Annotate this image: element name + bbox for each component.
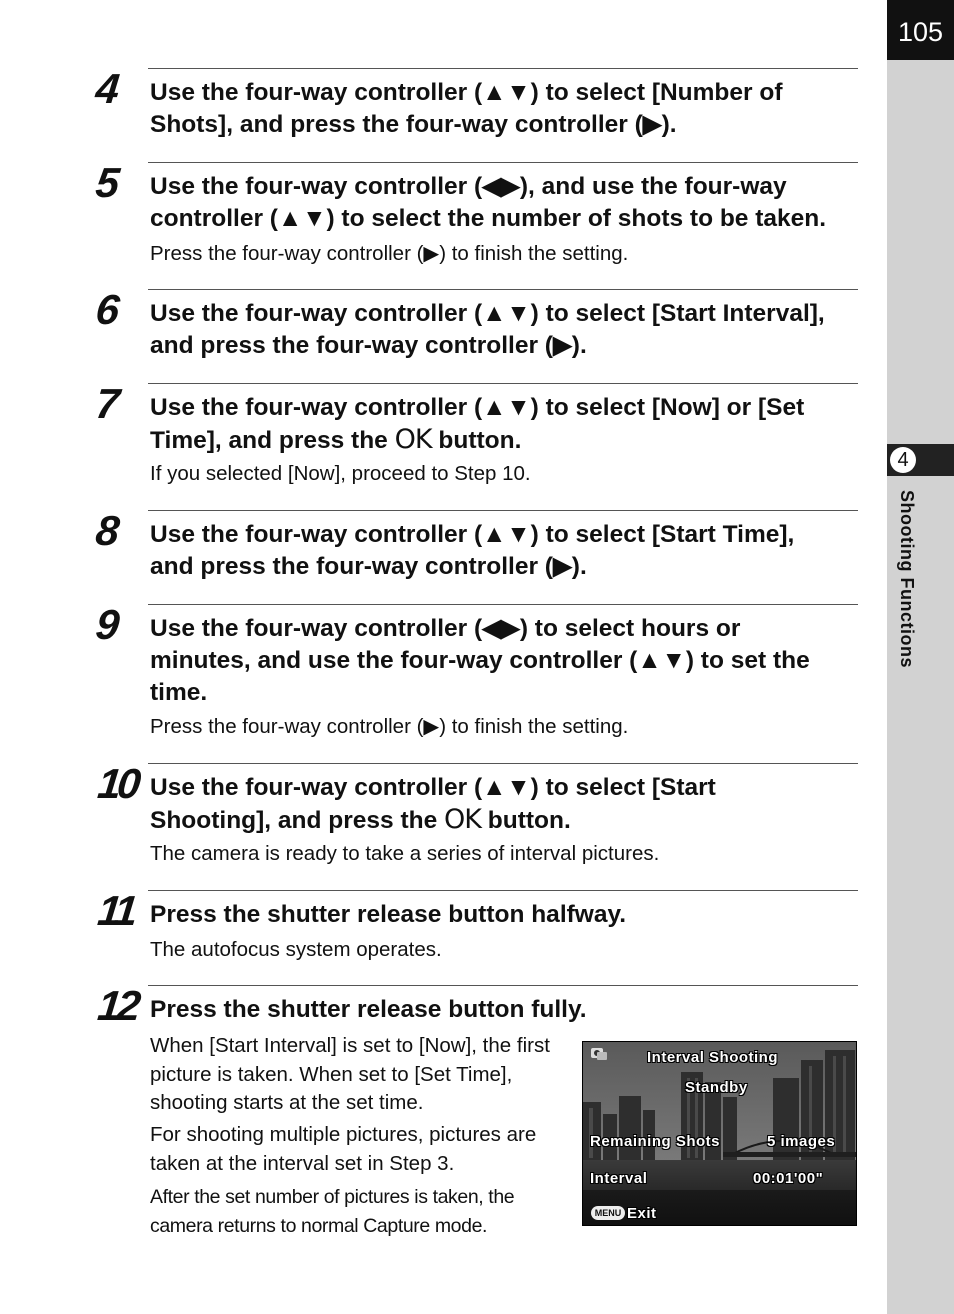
- step-divider: [148, 510, 858, 511]
- step12-paragraph-3: After the set number of pictures is taken, the camera returns to normal Capture mode.: [150, 1186, 515, 1237]
- page-number: 105: [887, 0, 954, 60]
- step-heading: Press the shutter release button fully.: [150, 996, 587, 1023]
- remaining-shots-value: 5 images: [767, 1133, 836, 1150]
- chapter-number: 4: [890, 447, 916, 473]
- screen-status: Standby: [685, 1079, 748, 1096]
- step-number: 8: [93, 507, 118, 554]
- step-heading: Use the four-way controller (▲▼) to select [Now] or [Set Time], and press the OK button.: [150, 394, 805, 455]
- step-heading: Use the four-way controller (▲▼) to select [Start Interval], and press the four-way controller (▶).: [150, 300, 825, 359]
- step-number: 4: [93, 65, 118, 112]
- step-divider: [148, 985, 858, 986]
- step12-paragraph-2: For shooting multiple pictures, pictures are taken at the interval set in Step 3.: [150, 1123, 537, 1175]
- step-number: 11: [95, 887, 137, 934]
- ok-button-glyph: OK: [444, 804, 481, 835]
- menu-button-icon: MENU: [591, 1206, 625, 1220]
- ok-button-glyph: OK: [394, 424, 432, 455]
- interval-label: Interval: [590, 1170, 648, 1187]
- step-divider: [148, 763, 858, 764]
- step-divider: [148, 68, 858, 69]
- step-heading: Use the four-way controller (▲▼) to select [Start Shooting], and press the OK button.: [150, 774, 716, 835]
- step-divider: [148, 289, 858, 290]
- step-heading: Use the four-way controller (▲▼) to select [Number of Shots], and press the four-way controller (▶).: [150, 79, 783, 138]
- step-divider: [148, 890, 858, 891]
- step-number: 9: [93, 601, 118, 648]
- exit-label: Exit: [627, 1205, 657, 1222]
- step-heading: Press the shutter release button halfway.: [150, 901, 627, 928]
- step-note: The camera is ready to take a series of interval pictures.: [150, 842, 660, 865]
- step-heading: Use the four-way controller (◀▶), and use the four-way controller (▲▼) to select the number of shots to be taken.: [150, 173, 827, 232]
- step-heading: Use the four-way controller (▲▼) to select [Start Time], and press the four-way controller (▶).: [150, 521, 795, 580]
- screen-title: Interval Shooting: [647, 1049, 779, 1066]
- interval-value: 00:01'00": [753, 1170, 824, 1187]
- step-divider: [148, 604, 858, 605]
- step-note: Press the four-way controller (▶) to finish the setting.: [150, 242, 629, 265]
- step-number: 7: [93, 380, 118, 427]
- camera-lcd-screen: [582, 1041, 857, 1226]
- step-number: 6: [93, 286, 118, 333]
- step-divider: [148, 383, 858, 384]
- step-note: The autofocus system operates.: [150, 938, 442, 961]
- step-heading: Use the four-way controller (◀▶) to select hours or minutes, and use the four-way controller (▲▼) to set the time.: [150, 615, 810, 706]
- step12-paragraph-1: When [Start Interval] is set to [Now], the first picture is taken. When set to [Set Time], shooting starts at the set time.: [150, 1034, 550, 1114]
- step-number: 5: [93, 159, 118, 206]
- step-number: 12: [95, 982, 140, 1029]
- chapter-title: Shooting Functions: [897, 490, 917, 668]
- step-divider: [148, 162, 858, 163]
- step-number: 10: [95, 760, 140, 807]
- remaining-shots-label: Remaining Shots: [590, 1133, 721, 1150]
- step-note: Press the four-way controller (▶) to finish the setting.: [150, 715, 629, 738]
- step-note: If you selected [Now], proceed to Step 10.: [150, 462, 531, 485]
